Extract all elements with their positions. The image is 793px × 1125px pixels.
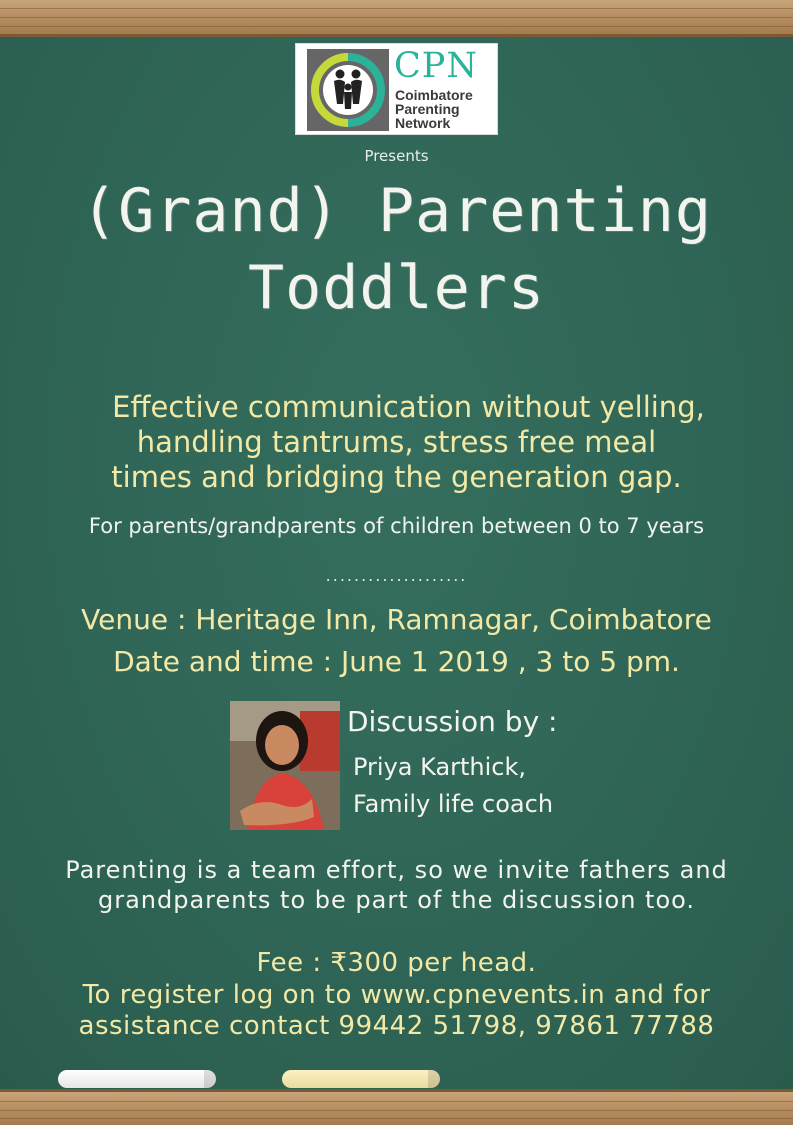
register-line-2: assistance contact 99442 51798, 97861 77788: [78, 1011, 715, 1041]
yellow-chalk: [282, 1070, 440, 1088]
wood-frame-bottom: [0, 1089, 793, 1125]
logo-abbreviation: CPN: [394, 46, 478, 86]
subtitle-line-3: times and bridging the generation gap.: [111, 460, 682, 494]
logo-line-2: Parenting: [395, 101, 460, 117]
speaker-role: Family life coach: [353, 790, 554, 818]
family-emblem-icon: [307, 49, 389, 131]
audience-text: For parents/grandparents of children between 0 to 7 years: [88, 514, 705, 538]
cpn-logo: [295, 43, 498, 135]
discussion-label: Discussion by :: [347, 705, 558, 738]
white-chalk: [58, 1070, 216, 1088]
title-line-1: (Grand) Parenting: [80, 176, 713, 246]
datetime-text: Date and time : June 1 2019 , 3 to 5 pm.: [113, 645, 680, 678]
subtitle-line-1: Effective communication without yelling,: [112, 390, 705, 424]
subtitle-line-2: handling tantrums, stress free meal: [136, 425, 657, 459]
fee-text: Fee : ₹300 per head.: [256, 948, 537, 978]
wood-frame-top: [0, 0, 793, 37]
logo-line-1: Coimbatore: [395, 87, 473, 103]
speaker-portrait-icon: [230, 701, 340, 830]
team-effort-line-2: grandparents to be part of the discussion too.: [97, 886, 696, 914]
dotted-separator: ....................: [325, 566, 468, 585]
speaker-name: Priya Karthick,: [353, 753, 527, 781]
speaker-photo: [230, 701, 340, 830]
venue-text: Venue : Heritage Inn, Ramnagar, Coimbatore: [81, 603, 712, 636]
register-line-1: To register log on to www.cpnevents.in and for: [82, 980, 711, 1010]
team-effort-line-1: Parenting is a team effort, so we invite fathers and: [65, 856, 728, 884]
logo-line-3: Network: [395, 115, 451, 131]
title-line-2: Toddlers: [248, 253, 545, 323]
presents-text: Presents: [364, 147, 429, 165]
